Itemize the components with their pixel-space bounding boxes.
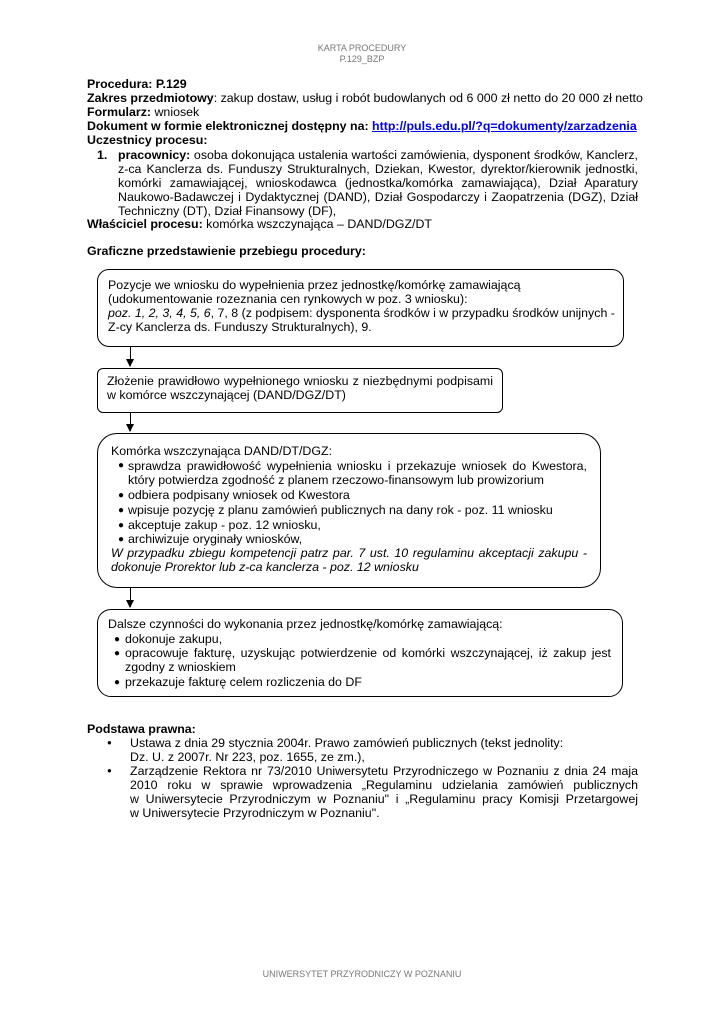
form: Formularz: wniosek [87, 105, 200, 119]
arrow-down-icon [130, 347, 131, 366]
box1-line: (udokumentowanie rozeznania cen rynkowych w poz. 3 wniosku): [108, 292, 468, 306]
box1-line: poz. 1, 2, 3, 4, 5, 6, 7, 8 (z podpisem: dysponenta środków i w przypadku środków unijnych - [108, 306, 615, 320]
bullet-icon: ● [118, 520, 125, 531]
bullet-icon: ● [118, 490, 125, 501]
scope: Zakres przedmiotowy: zakup dostaw, usług i robót budowlanych od 6 000 zł netto do 20 000 zł netto [87, 91, 643, 105]
procedure-label: Procedura: P.129 [87, 77, 187, 91]
box3-note: W przypadku zbiegu kompetencji patrz par. 7 ust. 10 regulaminu akceptacji zakupu - [111, 546, 587, 560]
box1-line: Pozycje we wniosku do wypełnienia przez jednostkę/komórkę zamawiającą [108, 278, 521, 292]
participants-line: Naukowo-Badawczej i Dydaktycznej (DAND), Dział Gospodarczy i Zaopatrzenia (DGZ), Dział [118, 190, 638, 204]
bullet-icon: ● [114, 677, 121, 688]
participants-line: Techniczny (DT), Dział Finansowy (DF), [118, 204, 337, 218]
legal-item: Dz. U. z 2007r. Nr 223, poz. 1655, ze zm.), [130, 750, 365, 764]
header-title: KARTA PROCEDURY [317, 43, 407, 53]
bullet-icon: ● [107, 738, 112, 747]
bullet-icon: ● [118, 534, 125, 545]
box4-item: dokonuje zakupu, [125, 632, 223, 646]
box3-item: wpisuje pozycję z planu zamówień publicznych na dany rok - poz. 11 wniosku [128, 503, 553, 517]
document-link-line: Dokument w formie elektronicznej dostępny na: http://puls.edu.pl/?q=dokumenty/zarzadzenia [87, 119, 637, 133]
footer-text: UNIWERSYTET PRZYRODNICZY W POZNANIU [262, 969, 462, 979]
box3-title: Komórka wszczynająca DAND/DT/DGZ: [111, 444, 333, 458]
box4-item: przekazuje fakturę celem rozliczenia do DF [125, 675, 362, 689]
box4-item: zgodny z wnioskiem [125, 660, 236, 674]
owner: Właściciel procesu: komórka wszczynająca – DAND/DGZ/DT [87, 217, 432, 231]
document-link[interactable]: http://puls.edu.pl/?q=dokumenty/zarzadzenia [372, 119, 637, 133]
box2-line: Złożenie prawidłowo wypełnionego wniosku z niezbędnymi podpisami [107, 374, 493, 388]
box1-line: Z-cy Kanclerza ds. Funduszy Strukturalnych), 9. [108, 320, 372, 334]
box3-item: który potwierdza zgodność z planem rzeczowo-finansowym lub prowizorium [128, 473, 544, 487]
bullet-icon: ● [118, 505, 125, 516]
participants-line: z-ca Kanclerza ds. Funduszy Strukturalnych, Dziekan, Kwestor, dyrektor/kierownik jednostki, [118, 162, 638, 176]
legal-item: w Uniwersytecie Przyrodniczym w Poznaniu". [130, 806, 380, 820]
bullet-icon: ● [114, 648, 121, 659]
bullet-icon: ● [107, 766, 112, 775]
legal-item: 2010 roku w sprawie wprowadzenia „Regulaminu udzielania zamówień publicznych [130, 778, 638, 792]
graphic-heading: Graficzne przedstawienie przebiegu procedury: [87, 244, 366, 258]
legal-item: Zarządzenie Rektora nr 73/2010 Uniwersytetu Przyrodniczego w Poznaniu z dnia 24 maja [130, 764, 638, 778]
bullet-icon: ● [118, 460, 125, 471]
legal-item: Ustawa z dnia 29 stycznia 2004r. Prawo zamówień publicznych (tekst jednolity: [130, 736, 564, 750]
participants-line: pracownicy: osoba dokonująca ustalenia wartości zamówienia, dysponent środków, Kanclerz, [118, 148, 638, 162]
participants-line: komórki zamawiającej, wnioskodawca (jednostka/komórka zamawiająca), Dział Aparatury [118, 176, 638, 190]
box3-item: archiwizuje oryginały wniosków, [128, 532, 303, 546]
arrow-down-icon [130, 588, 131, 607]
bullet-icon: ● [114, 634, 121, 645]
legal-heading: Podstawa prawna: [87, 722, 196, 736]
box4-title: Dalsze czynności do wykonania przez jednostkę/komórkę zamawiającą: [108, 617, 503, 631]
header-code: P.129_BZP [339, 54, 385, 64]
box3-note: dokonuje Prorektor lub z-ca kanclerza - poz. 12 wniosku [111, 560, 419, 574]
box3-item: sprawdza prawidłowość wypełnienia wniosku i przekazuje wniosek do Kwestora, [128, 459, 587, 473]
arrow-down-icon [130, 413, 131, 431]
legal-item: w Uniwersytecie Przyrodniczym w Poznaniu" i „Regulaminu pracy Komisji Przetargowej [130, 792, 638, 806]
participants-label: Uczestnicy procesu: [87, 133, 208, 147]
box3-item: akceptuje zakup - poz. 12 wniosku, [128, 518, 321, 532]
box3-item: odbiera podpisany wniosek od Kwestora [128, 488, 350, 502]
box4-item: opracowuje fakturę, uzyskując potwierdzenie od komórki wszczynającej, iż zakup jest [125, 646, 611, 660]
participants-number: 1. [97, 148, 108, 162]
box2-line: w komórce wszczynającej (DAND/DGZ/DT) [107, 388, 346, 402]
